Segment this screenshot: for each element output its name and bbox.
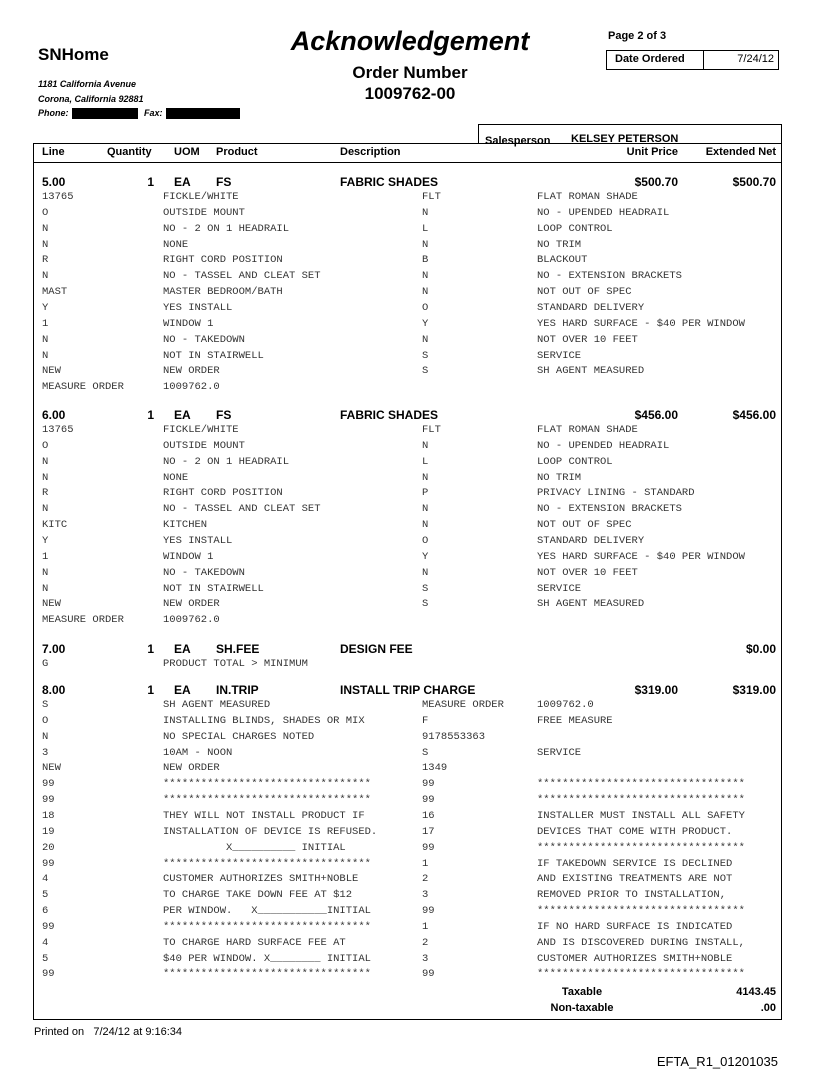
option-text: LOOP CONTROL <box>537 455 613 468</box>
option-text: ********************************* <box>537 968 745 981</box>
option-code: FLT <box>422 424 441 436</box>
detail-text: NO - TAKEDOWN <box>163 566 245 579</box>
detail-code: 5 <box>42 952 49 965</box>
option-code: S <box>422 598 429 611</box>
salesperson-label: Salesperson <box>485 135 551 147</box>
nontaxable-value: .00 <box>760 1002 776 1014</box>
detail-text: FICKLE/WHITE <box>163 424 239 436</box>
item-unit-price: $456.00 <box>634 408 678 422</box>
bates-number: EFTA_R1_01201035 <box>656 1054 778 1069</box>
detail-text: CUSTOMER AUTHORIZES SMITH+NOBLE <box>163 873 359 886</box>
item-product: FS <box>216 408 232 422</box>
option-text: SERVICE <box>537 349 582 362</box>
detail-text: NEW ORDER <box>163 598 220 611</box>
item-description: DESIGN FEE <box>340 642 413 656</box>
detail-code: MEASURE ORDER <box>42 381 124 394</box>
detail-text: NONE <box>163 471 189 484</box>
detail-code: 3 <box>42 746 49 759</box>
col-description: Description <box>340 146 401 158</box>
printed-value: 7/24/12 at 9:16:34 <box>93 1026 183 1038</box>
detail-code: N <box>42 222 49 235</box>
option-text: AND EXISTING TREATMENTS ARE NOT <box>537 873 733 886</box>
option-code: 17 <box>422 825 435 838</box>
detail-text: THEY WILL NOT INSTALL PRODUCT IF <box>163 809 365 822</box>
option-text: IF NO HARD SURFACE IS INDICATED <box>537 920 733 933</box>
date-ordered-label: Date Ordered <box>615 53 685 65</box>
detail-text: NOT IN STAIRWELL <box>163 349 264 362</box>
item-uom: EA <box>174 408 191 422</box>
item-line: 6.00 <box>42 408 66 422</box>
option-text: AND IS DISCOVERED DURING INSTALL, <box>537 936 745 949</box>
date-ordered-value: 7/24/12 <box>737 53 774 65</box>
option-text: NO TRIM <box>537 471 582 484</box>
option-code: L <box>422 222 429 235</box>
company-name: SNHome <box>38 45 109 64</box>
detail-text: ********************************* <box>163 920 371 933</box>
option-text: NOT OVER 10 FEET <box>537 333 638 346</box>
detail-code: N <box>42 270 49 283</box>
detail-text: YES INSTALL <box>163 301 233 314</box>
option-code: L <box>422 455 429 468</box>
taxable-label: Taxable <box>561 986 603 998</box>
taxable-value: 4143.45 <box>736 986 776 998</box>
detail-text: INSTALLATION OF DEVICE IS REFUSED. <box>163 825 378 838</box>
option-code: N <box>422 566 429 579</box>
col-extended-net: Extended Net <box>705 146 776 158</box>
detail-text: RIGHT CORD POSITION <box>163 254 283 267</box>
option-text: ********************************* <box>537 778 745 791</box>
col-product: Product <box>216 146 258 158</box>
item-extended-net: $456.00 <box>732 408 776 422</box>
item-unit-price: $500.70 <box>634 175 678 189</box>
option-code: O <box>422 534 429 547</box>
item-uom: EA <box>174 683 191 697</box>
detail-code: N <box>42 238 49 251</box>
option-code: 2 <box>422 936 429 949</box>
option-code: N <box>422 238 429 251</box>
option-text: FLAT ROMAN SHADE <box>537 191 638 203</box>
option-text: SH AGENT MEASURED <box>537 598 645 611</box>
option-text: SERVICE <box>537 746 582 759</box>
item-uom: EA <box>174 175 191 189</box>
detail-code: Y <box>42 534 49 547</box>
date-ordered-box <box>606 50 779 70</box>
detail-text: ********************************* <box>163 968 371 981</box>
detail-text: NO - 2 ON 1 HEADRAIL <box>163 222 290 235</box>
item-quantity: 1 <box>147 642 154 656</box>
item-quantity: 1 <box>147 683 154 697</box>
detail-code: S <box>42 699 49 711</box>
col-line: Line <box>42 146 65 158</box>
detail-text: TO CHARGE HARD SURFACE FEE AT <box>163 936 346 949</box>
option-text: SH AGENT MEASURED <box>537 365 645 378</box>
detail-text: WINDOW 1 <box>163 317 214 330</box>
col-unit-price: Unit Price <box>626 146 678 158</box>
item-line: 8.00 <box>42 683 66 697</box>
option-code: P <box>422 487 429 500</box>
option-text: YES HARD SURFACE - $40 PER WINDOW <box>537 317 745 330</box>
option-code: N <box>422 270 429 283</box>
salesperson-box <box>478 124 782 147</box>
option-text: ********************************* <box>537 905 745 918</box>
detail-text: NO - TASSEL AND CLEAT SET <box>163 270 321 283</box>
option-code: 3 <box>422 889 429 902</box>
option-code: S <box>422 349 429 362</box>
phone-redaction <box>72 108 138 119</box>
detail-text: RIGHT CORD POSITION <box>163 487 283 500</box>
option-text: DEVICES THAT COME WITH PRODUCT. <box>537 825 733 838</box>
option-code: 99 <box>422 968 435 981</box>
item-description: INSTALL TRIP CHARGE <box>340 683 476 697</box>
detail-code: 99 <box>42 968 55 981</box>
option-text: REMOVED PRIOR TO INSTALLATION, <box>537 889 727 902</box>
company-address-line1: 1181 California Avenue <box>38 79 137 89</box>
option-code: FLT <box>422 191 441 203</box>
detail-text: INSTALLING BLINDS, SHADES OR MIX <box>163 714 365 727</box>
detail-text: KITCHEN <box>163 519 208 532</box>
option-text: NOT OUT OF SPEC <box>537 519 632 532</box>
item-product: FS <box>216 175 232 189</box>
option-code: 1349 <box>422 762 448 775</box>
detail-code: N <box>42 582 49 595</box>
detail-text: FICKLE/WHITE <box>163 191 239 203</box>
printed-on <box>34 1026 182 1038</box>
detail-text: 1009762.0 <box>163 381 220 394</box>
detail-text: ********************************* <box>163 794 371 807</box>
option-code: N <box>422 439 429 452</box>
detail-code: NEW <box>42 365 61 378</box>
detail-code: 18 <box>42 809 55 822</box>
item-description: FABRIC SHADES <box>340 175 439 189</box>
option-text: INSTALLER MUST INSTALL ALL SAFETY <box>537 809 745 822</box>
detail-code: O <box>42 206 49 219</box>
option-text: ********************************* <box>537 794 745 807</box>
option-code: 2 <box>422 873 429 886</box>
detail-text: NO SPECIAL CHARGES NOTED <box>163 730 315 743</box>
item-extended-net: $319.00 <box>732 683 776 697</box>
document-title: Acknowledgement <box>290 26 530 56</box>
detail-code: NEW <box>42 598 61 611</box>
detail-code: KITC <box>42 519 68 532</box>
detail-code: Y <box>42 301 49 314</box>
option-text: CUSTOMER AUTHORIZES SMITH+NOBLE <box>537 952 733 965</box>
option-text: FLAT ROMAN SHADE <box>537 424 638 436</box>
printed-label: Printed on <box>34 1026 85 1038</box>
option-code: Y <box>422 550 429 563</box>
detail-code: 13765 <box>42 191 74 203</box>
option-code: 9178553363 <box>422 730 486 743</box>
detail-code: 5 <box>42 889 49 902</box>
option-code: N <box>422 206 429 219</box>
nontaxable-label: Non-taxable <box>550 1002 614 1014</box>
option-code: 99 <box>422 778 435 791</box>
option-text: PRIVACY LINING - STANDARD <box>537 487 695 500</box>
detail-code: 1 <box>42 317 49 330</box>
detail-text: ********************************* <box>163 857 371 870</box>
detail-text: MASTER BEDROOM/BATH <box>163 286 283 299</box>
header-rule <box>33 162 782 163</box>
item-unit-price: $319.00 <box>634 683 678 697</box>
option-code: N <box>422 333 429 346</box>
detail-code: N <box>42 471 49 484</box>
option-code: S <box>422 746 429 759</box>
option-text: FREE MEASURE <box>537 714 613 727</box>
company-phone-fax <box>38 108 240 119</box>
detail-code: N <box>42 333 49 346</box>
option-code: Y <box>422 317 429 330</box>
option-code: O <box>422 301 429 314</box>
option-text: IF TAKEDOWN SERVICE IS DECLINED <box>537 857 733 870</box>
item-description: FABRIC SHADES <box>340 408 439 422</box>
page-number: Page 2 of 3 <box>608 30 667 42</box>
detail-code: N <box>42 730 49 743</box>
detail-code: MEASURE ORDER <box>42 614 124 627</box>
detail-text: X__________ INITIAL <box>163 841 346 854</box>
detail-text: NO - 2 ON 1 HEADRAIL <box>163 455 290 468</box>
item-quantity: 1 <box>147 408 154 422</box>
option-text: 1009762.0 <box>537 699 594 711</box>
option-code: 99 <box>422 905 435 918</box>
detail-code: NEW <box>42 762 61 775</box>
detail-code: 99 <box>42 794 55 807</box>
detail-code: MAST <box>42 286 68 299</box>
detail-text: ********************************* <box>163 778 371 791</box>
detail-code: N <box>42 566 49 579</box>
option-code: N <box>422 519 429 532</box>
item-line: 7.00 <box>42 642 66 656</box>
detail-code: 6 <box>42 905 49 918</box>
detail-text: PER WINDOW. X___________INITIAL <box>163 905 371 918</box>
detail-code: R <box>42 254 49 267</box>
detail-code: 1 <box>42 550 49 563</box>
option-code: 3 <box>422 952 429 965</box>
option-code: 99 <box>422 841 435 854</box>
detail-text: NO - TASSEL AND CLEAT SET <box>163 503 321 516</box>
option-code: B <box>422 254 429 267</box>
option-text: ********************************* <box>537 841 745 854</box>
salesperson-name: KELSEY PETERSON <box>571 133 679 145</box>
company-address-line2: Corona, California 92881 <box>38 94 144 104</box>
detail-code: 4 <box>42 936 49 949</box>
option-text: NO - UPENDED HEADRAIL <box>537 206 670 219</box>
option-code: 99 <box>422 794 435 807</box>
detail-text: $40 PER WINDOW. X________ INITIAL <box>163 952 371 965</box>
detail-text: 1009762.0 <box>163 614 220 627</box>
option-text: NOT OUT OF SPEC <box>537 286 632 299</box>
item-line: 5.00 <box>42 175 66 189</box>
order-number-label: Order Number <box>352 63 468 82</box>
item-uom: EA <box>174 642 191 656</box>
fax-label: Fax: <box>144 108 163 118</box>
option-code: MEASURE ORDER <box>422 699 504 711</box>
item-extended-net: $500.70 <box>732 175 776 189</box>
detail-code: R <box>42 487 49 500</box>
detail-code: 4 <box>42 873 49 886</box>
item-product: IN.TRIP <box>216 683 259 697</box>
option-text: STANDARD DELIVERY <box>537 301 645 314</box>
option-text: NO - EXTENSION BRACKETS <box>537 503 682 516</box>
detail-text: PRODUCT TOTAL > MINIMUM <box>163 658 308 670</box>
item-product: SH.FEE <box>216 642 260 656</box>
detail-text: TO CHARGE TAKE DOWN FEE AT $12 <box>163 889 353 902</box>
detail-code: O <box>42 439 49 452</box>
option-text: NO - UPENDED HEADRAIL <box>537 439 670 452</box>
option-code: S <box>422 365 429 378</box>
detail-text: SH AGENT MEASURED <box>163 699 271 711</box>
item-quantity: 1 <box>147 175 154 189</box>
phone-label: Phone: <box>38 108 69 118</box>
option-text: YES HARD SURFACE - $40 PER WINDOW <box>537 550 745 563</box>
detail-code: 19 <box>42 825 55 838</box>
detail-code: N <box>42 349 49 362</box>
detail-text: OUTSIDE MOUNT <box>163 439 245 452</box>
detail-text: NO - TAKEDOWN <box>163 333 245 346</box>
col-quantity: Quantity <box>107 146 152 158</box>
option-code: N <box>422 471 429 484</box>
detail-text: NEW ORDER <box>163 365 220 378</box>
detail-code: N <box>42 455 49 468</box>
option-text: LOOP CONTROL <box>537 222 613 235</box>
detail-text: NOT IN STAIRWELL <box>163 582 264 595</box>
detail-text: OUTSIDE MOUNT <box>163 206 245 219</box>
option-code: N <box>422 503 429 516</box>
detail-code: 99 <box>42 920 55 933</box>
option-text: STANDARD DELIVERY <box>537 534 645 547</box>
option-code: 16 <box>422 809 435 822</box>
col-uom: UOM <box>174 146 200 158</box>
option-text: NO - EXTENSION BRACKETS <box>537 270 682 283</box>
detail-code: N <box>42 503 49 516</box>
option-text: SERVICE <box>537 582 582 595</box>
option-code: F <box>422 714 429 727</box>
option-code: N <box>422 286 429 299</box>
order-number: 1009762-00 <box>364 84 456 103</box>
date-ordered-divider <box>703 51 704 69</box>
detail-code: 99 <box>42 778 55 791</box>
detail-text: YES INSTALL <box>163 534 233 547</box>
option-text: NO TRIM <box>537 238 582 251</box>
option-code: 1 <box>422 920 429 933</box>
detail-code: 20 <box>42 841 55 854</box>
option-code: S <box>422 582 429 595</box>
detail-text: NEW ORDER <box>163 762 220 775</box>
fax-redaction <box>166 108 240 119</box>
option-text: NOT OVER 10 FEET <box>537 566 638 579</box>
detail-code: G <box>42 658 49 670</box>
detail-text: NONE <box>163 238 189 251</box>
detail-text: 10AM - NOON <box>163 746 233 759</box>
detail-text: WINDOW 1 <box>163 550 214 563</box>
detail-code: 99 <box>42 857 55 870</box>
detail-code: O <box>42 714 49 727</box>
option-code: 1 <box>422 857 429 870</box>
detail-code: 13765 <box>42 424 74 436</box>
option-text: BLACKOUT <box>537 254 588 267</box>
item-extended-net: $0.00 <box>745 642 776 656</box>
